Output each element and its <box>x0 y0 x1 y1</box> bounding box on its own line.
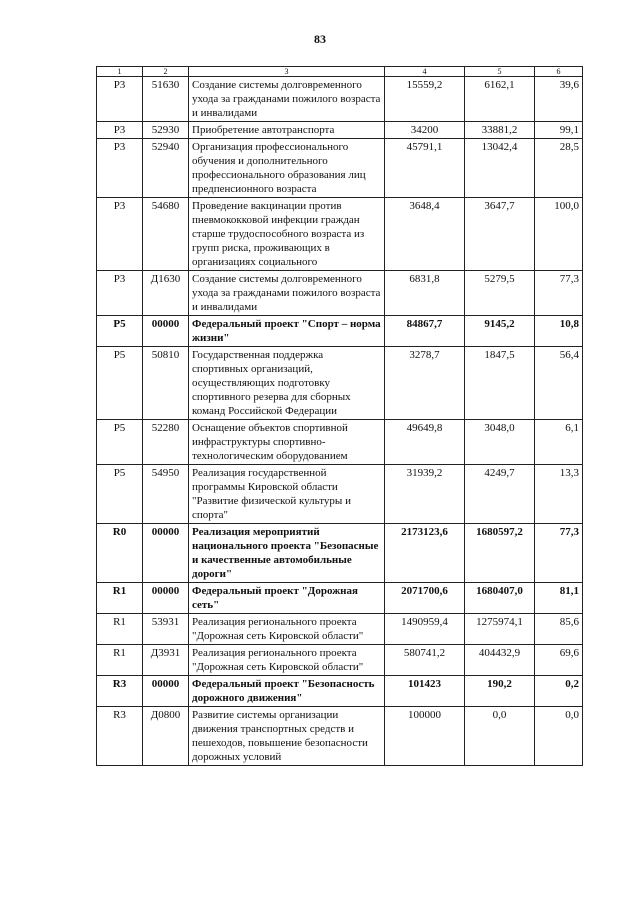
column-header-6: 6 <box>535 67 583 77</box>
percent-cell: 77,3 <box>535 524 583 583</box>
section-cell: P5 <box>97 347 143 420</box>
actual-cell: 3048,0 <box>465 420 535 465</box>
table-row <box>97 198 583 271</box>
table-row <box>97 347 583 420</box>
percent-cell: 0,2 <box>535 676 583 707</box>
name-cell: Развитие системы организации движения транспортных средств и пешеходов, повышение безопасности дорожных условий <box>189 707 385 766</box>
section-cell: P5 <box>97 420 143 465</box>
table-row <box>97 77 583 122</box>
code-cell: Д1630 <box>143 271 189 316</box>
percent-cell: 13,3 <box>535 465 583 524</box>
name-cell: Приобретение автотранспорта <box>189 122 385 139</box>
code-cell: 54680 <box>143 198 189 271</box>
name-cell: Реализация регионального проекта "Дорожная сеть Кировской области" <box>189 645 385 676</box>
percent-cell: 6,1 <box>535 420 583 465</box>
column-header-5: 5 <box>465 67 535 77</box>
table-row <box>97 271 583 316</box>
actual-cell: 13042,4 <box>465 139 535 198</box>
percent-cell: 10,8 <box>535 316 583 347</box>
name-cell: Реализация мероприятий национального проекта "Безопасные и качественные автомобильные дороги" <box>189 524 385 583</box>
actual-cell: 404432,9 <box>465 645 535 676</box>
column-header-4: 4 <box>385 67 465 77</box>
actual-cell: 3647,7 <box>465 198 535 271</box>
actual-cell: 5279,5 <box>465 271 535 316</box>
plan-cell: 15559,2 <box>385 77 465 122</box>
code-cell: 50810 <box>143 347 189 420</box>
code-cell: 00000 <box>143 583 189 614</box>
code-cell: 00000 <box>143 524 189 583</box>
plan-cell: 34200 <box>385 122 465 139</box>
name-cell: Проведение вакцинации против пневмококковой инфекции граждан старше трудоспособного возраста из групп риска, проживающих в организациях социального <box>189 198 385 271</box>
actual-cell: 1680597,2 <box>465 524 535 583</box>
table-row <box>97 139 583 198</box>
percent-cell: 85,6 <box>535 614 583 645</box>
percent-cell: 99,1 <box>535 122 583 139</box>
code-cell: 52940 <box>143 139 189 198</box>
actual-cell: 190,2 <box>465 676 535 707</box>
plan-cell: 49649,8 <box>385 420 465 465</box>
section-cell: P3 <box>97 139 143 198</box>
section-cell: P5 <box>97 316 143 347</box>
table-row <box>97 645 583 676</box>
column-header-3: 3 <box>189 67 385 77</box>
section-cell: R0 <box>97 524 143 583</box>
name-cell: Создание системы долговременного ухода за гражданами пожилого возраста и инвалидами <box>189 77 385 122</box>
table-row <box>97 316 583 347</box>
name-cell: Реализация государственной программы Кировской области "Развитие физической культуры и спорта" <box>189 465 385 524</box>
name-cell: Федеральный проект "Безопасность дорожного движения" <box>189 676 385 707</box>
section-cell: P3 <box>97 271 143 316</box>
section-cell: P3 <box>97 122 143 139</box>
percent-cell: 28,5 <box>535 139 583 198</box>
plan-cell: 3648,4 <box>385 198 465 271</box>
table-row <box>97 583 583 614</box>
section-cell: R1 <box>97 614 143 645</box>
name-cell: Реализация регионального проекта "Дорожная сеть Кировской области" <box>189 614 385 645</box>
header-row <box>97 67 583 77</box>
actual-cell: 0,0 <box>465 707 535 766</box>
plan-cell: 1490959,4 <box>385 614 465 645</box>
code-cell: 00000 <box>143 316 189 347</box>
page-number: 83 <box>314 32 326 46</box>
table-row <box>97 676 583 707</box>
column-header-1: 1 <box>97 67 143 77</box>
section-cell: P3 <box>97 77 143 122</box>
percent-cell: 77,3 <box>535 271 583 316</box>
percent-cell: 100,0 <box>535 198 583 271</box>
table-row <box>97 707 583 766</box>
table-body <box>97 77 583 766</box>
table-row <box>97 420 583 465</box>
section-cell: R3 <box>97 707 143 766</box>
plan-cell: 580741,2 <box>385 645 465 676</box>
actual-cell: 1847,5 <box>465 347 535 420</box>
code-cell: 54950 <box>143 465 189 524</box>
name-cell: Создание системы долговременного ухода за гражданами пожилого возраста и инвалидами <box>189 271 385 316</box>
actual-cell: 1275974,1 <box>465 614 535 645</box>
plan-cell: 84867,7 <box>385 316 465 347</box>
actual-cell: 4249,7 <box>465 465 535 524</box>
code-cell: 52280 <box>143 420 189 465</box>
actual-cell: 33881,2 <box>465 122 535 139</box>
code-cell: 00000 <box>143 676 189 707</box>
budget-table <box>96 66 583 766</box>
percent-cell: 0,0 <box>535 707 583 766</box>
column-header-2: 2 <box>143 67 189 77</box>
plan-cell: 31939,2 <box>385 465 465 524</box>
percent-cell: 69,6 <box>535 645 583 676</box>
actual-cell: 6162,1 <box>465 77 535 122</box>
plan-cell: 3278,7 <box>385 347 465 420</box>
table-row <box>97 122 583 139</box>
actual-cell: 1680407,0 <box>465 583 535 614</box>
code-cell: Д0800 <box>143 707 189 766</box>
plan-cell: 100000 <box>385 707 465 766</box>
section-cell: P3 <box>97 198 143 271</box>
name-cell: Федеральный проект "Спорт – норма жизни" <box>189 316 385 347</box>
name-cell: Федеральный проект "Дорожная сеть" <box>189 583 385 614</box>
section-cell: R1 <box>97 645 143 676</box>
table-row <box>97 614 583 645</box>
code-cell: 52930 <box>143 122 189 139</box>
plan-cell: 2173123,6 <box>385 524 465 583</box>
section-cell: R1 <box>97 583 143 614</box>
plan-cell: 2071700,6 <box>385 583 465 614</box>
section-cell: R3 <box>97 676 143 707</box>
plan-cell: 6831,8 <box>385 271 465 316</box>
name-cell: Организация профессионального обучения и дополнительного профессионального образования лиц предпенсионного возраста <box>189 139 385 198</box>
section-cell: P5 <box>97 465 143 524</box>
percent-cell: 81,1 <box>535 583 583 614</box>
table-row <box>97 465 583 524</box>
code-cell: 51630 <box>143 77 189 122</box>
table-row <box>97 524 583 583</box>
plan-cell: 45791,1 <box>385 139 465 198</box>
name-cell: Оснащение объектов спортивной инфраструктуры спортивно-технологическим оборудованием <box>189 420 385 465</box>
name-cell: Государственная поддержка спортивных организаций, осуществляющих подготовку спортивного резерва для сборных команд Российской Федерации <box>189 347 385 420</box>
plan-cell: 101423 <box>385 676 465 707</box>
actual-cell: 9145,2 <box>465 316 535 347</box>
code-cell: Д3931 <box>143 645 189 676</box>
percent-cell: 56,4 <box>535 347 583 420</box>
code-cell: 53931 <box>143 614 189 645</box>
percent-cell: 39,6 <box>535 77 583 122</box>
